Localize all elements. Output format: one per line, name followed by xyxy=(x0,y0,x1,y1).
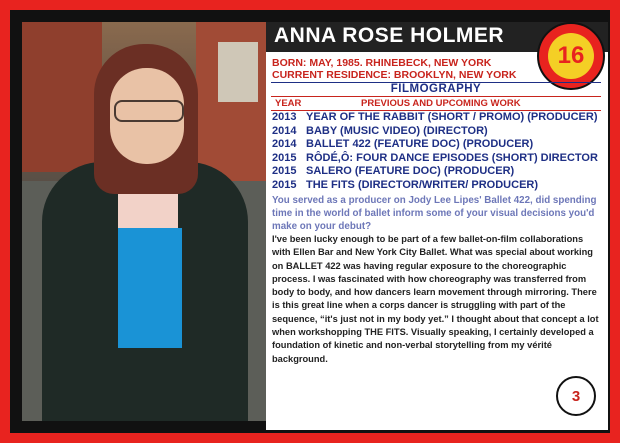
col-year: YEAR xyxy=(275,98,302,109)
film-year: 2013 xyxy=(272,111,297,123)
film-title: BABY (MUSIC VIDEO) (DIRECTOR) xyxy=(306,124,488,137)
born-line: BORN: MAY, 1985. RHINEBECK, NEW YORK xyxy=(272,57,492,69)
film-title: YEAR OF THE RABBIT (SHORT / PROMO) (PRODUCER) xyxy=(306,111,598,123)
glasses-icon xyxy=(114,100,184,122)
film-row xyxy=(272,179,604,193)
film-row xyxy=(272,152,604,166)
film-list xyxy=(272,111,604,192)
filmography-title: FILMOGRAPHY xyxy=(271,82,601,97)
film-year: 2014 xyxy=(272,124,297,137)
film-title: THE FITS (DIRECTOR/WRITER/ PRODUCER) xyxy=(306,178,539,191)
brick-building xyxy=(22,22,102,172)
film-row xyxy=(272,138,604,152)
film-title: SALERO (FEATURE DOC) (PRODUCER) xyxy=(306,165,515,177)
film-year: 2014 xyxy=(272,138,297,150)
filmography-header xyxy=(271,96,601,111)
building-window xyxy=(218,42,258,102)
film-year: 2015 xyxy=(272,178,297,191)
film-row xyxy=(272,165,604,179)
page-number: 3 xyxy=(556,376,596,416)
col-work: PREVIOUS AND UPCOMING WORK xyxy=(361,98,521,109)
badge-number: 16 xyxy=(548,33,594,79)
person-name: ANNA ROSE HOLMER xyxy=(274,24,505,47)
film-title: BALLET 422 (FEATURE DOC) (PRODUCER) xyxy=(306,138,534,150)
film-row xyxy=(272,125,604,139)
interview-question: You served as a producer on Jody Lee Lipes' Ballet 422, did spending time in the world of ballet inform some of your visual decisions you'd make on your debut? xyxy=(272,195,597,232)
blue-top xyxy=(118,228,182,348)
film-title: RÔDÉ,Ô: FOUR DANCE EPISODES (SHORT) DIRECTOR xyxy=(306,151,598,164)
interview-answer: I've been lucky enough to be part of a few ballet-on-film collaborations with Ellen Bar and New York City Ballet. What was special about working on BALLET 422 was having regular exposure to the choreographic process. I was fascinated with how choreography was transferred from body to body, and how dancers learn movement through mirroring. There is this great line when a corps dancer is struggling with part of the sequence, “it's just not in my body yet.” I thought about that concept a lot when workshopping THE FITS. Visually speaking, I certainly developed a foundation of kinetic and non-verbal storytelling from my vérité background. xyxy=(272,234,599,364)
film-year: 2015 xyxy=(272,165,297,177)
residence-line: CURRENT RESIDENCE: BROOKLYN, NEW YORK xyxy=(272,69,517,81)
portrait-photo xyxy=(22,22,266,421)
bio xyxy=(272,57,516,81)
film-row xyxy=(272,111,604,125)
film-year: 2015 xyxy=(272,151,297,164)
